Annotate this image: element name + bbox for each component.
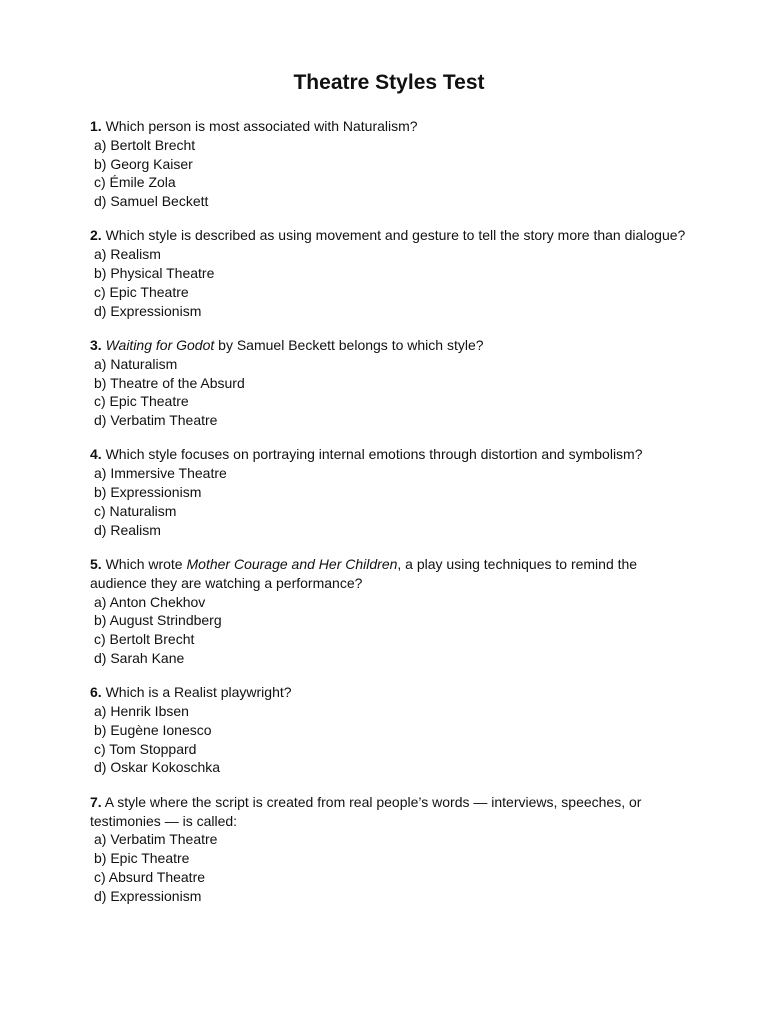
- answer-option: c) Bertolt Brecht: [94, 631, 195, 648]
- answer-option: b) August Strindberg: [94, 612, 222, 629]
- answer-option: a) Anton Chekhov: [94, 593, 206, 610]
- answer-option: c) Epic Theatre: [94, 283, 189, 300]
- answer-option: a) Immersive Theatre: [94, 465, 227, 482]
- question-text: [90, 683, 688, 702]
- question-number: 4.: [90, 446, 102, 463]
- question-prompt-start: Which wrote: [101, 555, 187, 572]
- question-prompt: Which style is described as using movement and gesture to tell the story more than dialogue?: [101, 227, 686, 244]
- answer-option: b) Physical Theatre: [94, 265, 215, 282]
- answer-option: b) Theatre of the Absurd: [94, 374, 245, 391]
- answer-option: c) Tom Stoppard: [94, 740, 197, 757]
- answer-option: b) Expressionism: [94, 484, 202, 501]
- answer-option: d) Expressionism: [94, 302, 202, 319]
- answer-option: b) Epic Theatre: [94, 850, 190, 867]
- question-number: 5.: [90, 555, 102, 572]
- answer-option: d) Expressionism: [94, 887, 202, 904]
- answer-option: c) Émile Zola: [94, 174, 176, 191]
- answer-option: c) Epic Theatre: [94, 393, 189, 410]
- question-1: [90, 117, 688, 211]
- play-title: Mother Courage and Her Children: [186, 555, 398, 572]
- question-number: 6.: [90, 684, 102, 701]
- answer-option: a) Naturalism: [94, 355, 178, 372]
- question-3: [90, 336, 688, 430]
- question-5: [90, 555, 688, 668]
- answer-option: a) Verbatim Theatre: [94, 831, 218, 848]
- question-4: [90, 445, 688, 539]
- question-prompt: , a play using techniques to remind the audience they are watching a performance?: [90, 555, 638, 591]
- question-7: [90, 793, 688, 906]
- page-title: Theatre Styles Test: [293, 71, 485, 94]
- question-text: [90, 793, 688, 831]
- question-number: 1.: [90, 118, 102, 134]
- question-text: [90, 226, 688, 245]
- question-text: [90, 445, 688, 464]
- question-number: 2.: [90, 227, 102, 244]
- question-number: 3.: [90, 336, 102, 353]
- answer-option: c) Naturalism: [94, 502, 177, 519]
- question-6: [90, 683, 688, 777]
- question-2: [90, 226, 688, 320]
- question-prompt: Which is a Realist playwright?: [101, 684, 292, 701]
- question-number: 7.: [90, 793, 102, 810]
- question-prompt: A style where the script is created from real people’s words — interviews, speeches, or testimonies — is called:: [90, 793, 642, 829]
- answer-option: d) Samuel Beckett: [94, 193, 209, 210]
- answer-option: a) Henrik Ibsen: [94, 703, 189, 720]
- question-text: [90, 555, 688, 593]
- answer-option: b) Georg Kaiser: [94, 155, 193, 172]
- answer-option: a) Bertolt Brecht: [94, 136, 196, 153]
- question-prompt: Which style focuses on portraying internal emotions through distortion and symbolism?: [101, 446, 643, 463]
- answer-option: b) Eugène Ionesco: [94, 721, 212, 738]
- answer-option: d) Oskar Kokoschka: [94, 759, 221, 776]
- answer-option: d) Sarah Kane: [94, 649, 185, 666]
- question-text: [90, 117, 688, 136]
- play-title: Waiting for Godot: [105, 336, 215, 353]
- question-prompt: Which person is most associated with Naturalism?: [101, 118, 418, 134]
- answer-option: d) Realism: [94, 521, 161, 538]
- question-text: [90, 336, 688, 355]
- answer-option: c) Absurd Theatre: [94, 868, 206, 885]
- question-prompt: by Samuel Beckett belongs to which style?: [214, 336, 484, 353]
- answer-option: a) Realism: [94, 246, 161, 263]
- answer-option: d) Verbatim Theatre: [94, 412, 218, 429]
